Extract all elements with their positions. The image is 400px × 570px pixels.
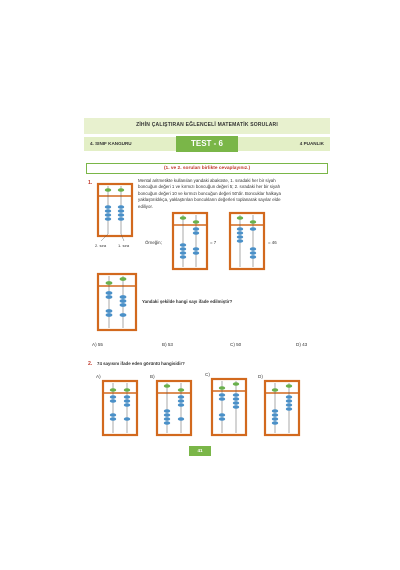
row-1-label: 1. sıra [118,243,130,248]
example-equals-1: = 7 [210,240,217,245]
q2-option-c[interactable]: C) [205,372,210,377]
abacus-option-d[interactable] [265,381,299,435]
question-1-line: yaklaştırıldıkça, yaklaştırılan boncukların değerleri toplanarak sayılar elde [138,197,281,203]
question-2-prompt: 74 sayısını ifade eden görüntü hangisidir? [97,361,185,366]
question-1-line: boncuğun değeri 1 ve kırmızı boncuğun değeri 5; 2. sıradaki her bir siyah [138,184,281,190]
question-1-line: boncuğun değeri 10 ve kırmızı boncuğun değeri 50'dir. Boncuklar halkaya [138,190,281,196]
example-equals-2: = 46 [268,240,277,245]
page-number: 41 [197,448,203,453]
question-2-number: 2. [88,361,93,367]
abacus-example-7 [173,213,207,269]
row-2-label: 2. sıra [95,243,107,248]
abacus-example-46 [230,213,264,269]
question-1-line: Mental aritmetikte kullanılan yandaki abaküste, 1. sıradaki her bir siyah [138,178,276,183]
abacus-main [98,184,132,241]
points-label: 4 PUANLIK [299,141,324,146]
test-title: TEST - 6 [190,139,223,148]
q2-option-d[interactable]: D) [258,374,263,379]
q1-option-c[interactable]: C) 50 [230,342,242,347]
abacus-option-a[interactable] [103,381,137,435]
q2-option-b[interactable]: B) [150,374,155,379]
question-1-prompt: Yandaki şekilde hangi sayı ifade edilmiştir? [142,299,233,304]
book-title: ZİHİN ÇALIŞTIRAN EĞLENCELİ MATEMATİK SORULARI [136,122,278,128]
grade-label: 4. SINIF KANGURU [90,141,132,146]
q1-option-b[interactable]: B) 53 [162,342,173,347]
instruction-text: (1. ve 2. soruları birlikte cevaplayınız.) [163,166,251,171]
q2-option-a[interactable]: A) [96,374,101,379]
question-1-number: 1. [88,180,93,186]
abacus-question-1 [98,274,136,330]
q1-option-d[interactable]: D) 43 [296,342,308,347]
q1-option-a[interactable]: A) 55 [92,342,103,347]
question-1-line: ediliyor. [138,203,153,209]
example-label: Örneğin; [145,240,162,245]
abacus-option-c[interactable] [212,379,246,435]
abacus-option-b[interactable] [157,381,191,435]
